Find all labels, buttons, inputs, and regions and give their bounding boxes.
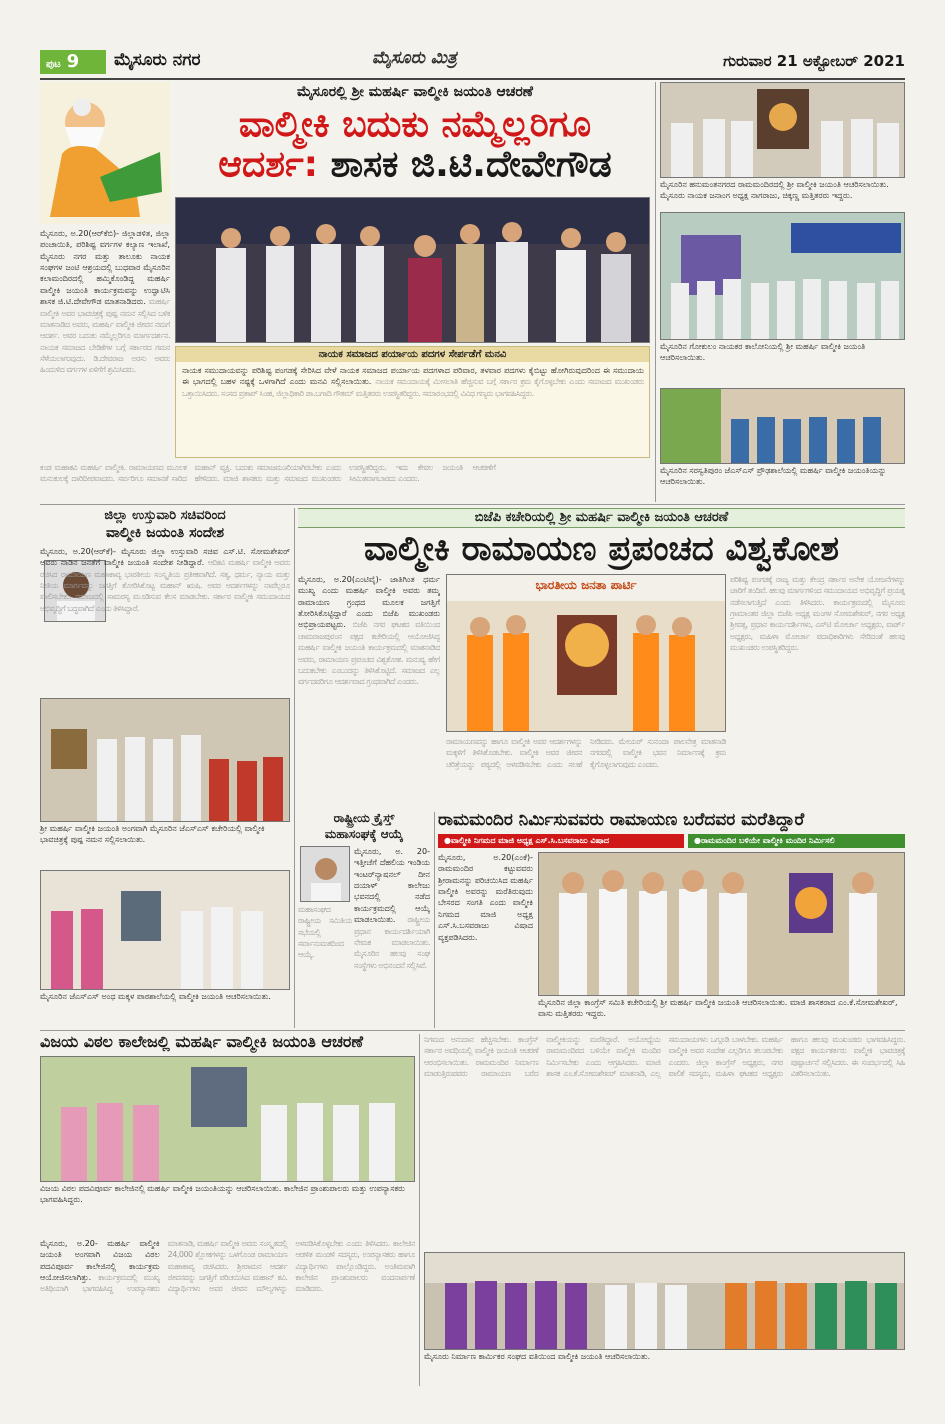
college-caption: ವಿಜಯ ವಿಠಲ ಪದವಿಪೂರ್ವ ಕಾಲೇಜಿನಲ್ಲಿ ಮಹರ್ಷಿ ವಾಲ್ಮೀಕಿ ಜಯಂತಿಯನ್ನು ಆಚರಿಸಲಾಯಿತು. ಕಾಲೇಜಿನ ಪ್ರಾಂಶುಪಾಲರು ಮತ್ತು ಉಪನ್ಯಾಸಕರು ಭಾಗವಹಿಸಿದ್ದರು. (40, 1184, 405, 1204)
national-body-text: ಮೈಸೂರು, ಅ. 20- ಇತ್ತೀಚೆಗೆ ದೆಹಲಿಯ ಇಂಡಿಯ ಇಂಟರ್‌ನ್ಯಾಷನಲ್ ದೀನ ದಯಾಳ್ ಕಾಲೇಜು ಭವನದಲ್ಲಿ ನಡೆದ ಕಾರ್ಯಕ್ರಮದಲ್ಲಿ ಆಯ್ಕೆ ಮಾಡಲಾಯಿತು. (354, 847, 430, 925)
national-divider (434, 812, 435, 1028)
ram-subhead-2: ●ರಾಮಮಂದಿರ ಬಳಿಯೇ ವಾಲ್ಮೀಕಿ ಮಂದಿರ ನಿರ್ಮಿಸಲಿ (688, 834, 905, 848)
lead-photo (175, 197, 650, 343)
lead-caption-filler: ನಾಯಕ ಸಮುದಾಯಕ್ಕೆ ಮೀಸಲಾತಿ ಹೆಚ್ಚಿಸುವ ಬಗ್ಗೆ ಸರ್ಕಾರ ಕ್ರಮ ಕೈಗೊಳ್ಳಬೇಕು ಎಂದು ಸಮಾಜದ ಮುಖಂಡರು ಒತ್ತಾಯಿಸಿದರು. ಸಂಸದ ಪ್ರತಾಪ್ ಸಿಂಹ, ಜಿಲ್ಲಾಧಿಕಾರಿ ಡಾ.ಬಗಾದಿ ಗೌತಮ್ ಮತ್ತಿತರರು ಉಪಸ್ಥಿತರಿದ್ದರು. ಸಮಾರಂಭದಲ್ಲಿ ವಿವಿಧ ಗಣ್ಯರು ಭಾಗವಹಿಸಿದ್ದರು. (182, 377, 644, 398)
district-title: ವಾಲ್ಮೀಕಿ ಜಯಂತಿ ಸಂದೇಶ (105, 525, 225, 541)
temple-caption: ಮೈಸೂರಿನ ಹನುಮಂತನಗರದ ರಾಮಮಂದಿರದಲ್ಲಿ ಶ್ರೀ ವಾಲ್ಮೀಕಿ ಜಯಂತಿ ಆಚರಿಸಲಾಯಿತು. ಮೈಸೂರು ನಾಯಕ ಜನಾಂಗ ಅಧ್ಯಕ್ಷ ನಾಗರಾಜು, ಚಿಕ್ಕಣ್ಣ ಮತ್ತಿತರರು ಇದ್ದರು. (660, 180, 889, 200)
district-body-text: ಮೈಸೂರು, ಅ.20(ಆರ್‌ಕೆ)- ಮೈಸೂರು ಜಿಲ್ಲಾ ಉಸ್ತುವಾರಿ ಸಚಿವ ಎಸ್.ಟಿ. ಸೋಮಶೇಖರ್ ಅವರು ನಾಡಿನ ಜನತೆಗೆ ವಾಲ್ಮೀಕಿ ಜಯಂತಿ ಸಂದೇಶ ನೀಡಿದ್ದಾರೆ. (40, 547, 290, 568)
blind-school-caption: ಮೈಸೂರಿನ ಜೆಎಸ್‌ಎಸ್ ಅಂಧ ಮಕ್ಕಳ ಪಾಠಶಾಲೆಯಲ್ಲಿ ವಾಲ್ಮೀಕಿ ಜಯಂತಿ ಆಚರಿಸಲಾಯಿತು. (40, 992, 271, 1001)
valmiki-illustration (40, 82, 170, 224)
bjp-title: ವಾಲ್ಮೀಕಿ ರಾಮಾಯಣ ಪ್ರಪಂಚದ ವಿಶ್ವಕೋಶ (364, 529, 839, 569)
national-body2 (298, 904, 352, 1024)
jss-office-caption: ಶ್ರೀ ಮಹರ್ಷಿ ವಾಲ್ಮೀಕಿ ಜಯಂತಿ ಅಂಗವಾಗಿ ಮೈಸೂರಿನ ಜೆಎಸ್‌ಎಸ್ ಕಚೇರಿಯಲ್ಲಿ ವಾಲ್ಮೀಕಿ ಭಾವಚಿತ್ರಕ್ಕೆ ಪುಷ್ಪ ನಮನ ಸಲ್ಲಿಸಲಾಯಿತು. (40, 824, 265, 844)
lead-caption-body-wrap (182, 365, 644, 455)
section-title: ಮೈಸೂರು ನಗರ (114, 50, 201, 70)
ram-continued (424, 1034, 905, 1248)
bjp-col3 (730, 574, 905, 808)
colony-photo (660, 212, 905, 340)
college-body (40, 1238, 415, 1384)
lead-headline-red: ಆದರ್ಶ: (218, 144, 319, 185)
college-body-text: ಮೈಸೂರು, ಅ.20- ಮಹರ್ಷಿ ವಾಲ್ಮೀಕಿ ಜಯಂತಿ ಅಂಗವಾಗಿ ವಿಜಯ ವಿಠಲ ಪದವಿಪೂರ್ವ ಕಾಲೇಜಿನಲ್ಲಿ ಕಾರ್ಯಕ್ರಮ ಆಯೋಜಿಸಲಾಗಿತ್ತು. (40, 1239, 160, 1283)
ram-continued-filler: ನಿಗಮದ ಅನುದಾನ ಹೆಚ್ಚಿಸಬೇಕು. ಕಾಂಗ್ರೆಸ್ ಸರ್ಕಾರ ಅವಧಿಯಲ್ಲಿ ವಾಲ್ಮೀಕಿ ಜಯಂತಿ ಆಚರಣೆ ಆರಂಭಿಸಲಾಯಿತು. ರಾಮಮಂದಿರ ನಿರ್ಮಾಣ ಮಾಡುತ್ತಿರುವವರು ರಾಮಾಯಣ ಬರೆದ ವಾಲ್ಮೀಕಿಯನ್ನು ಮರೆತಿದ್ದಾರೆ. ಅಯೋಧ್ಯೆಯ ರಾಮಮಂದಿರದ ಬಳಿಯೇ ವಾಲ್ಮೀಕಿ ಮಂದಿರ ನಿರ್ಮಿಸಬೇಕು ಎಂದು ಆಗ್ರಹಿಸಿದರು. ಮಾಜಿ ಶಾಸಕ ಎಂ.ಕೆ.ಸೋಮಶೇಖರ್ ಮಾತನಾಡಿ, ಎಲ್ಲ ಸಮುದಾಯಗಳು ಒಗ್ಗೂಡಿ ಬಾಳಬೇಕು. ಮಹರ್ಷಿ ವಾಲ್ಮೀಕಿ ಅವರ ಸಂದೇಶ ಎಲ್ಲರಿಗೂ ತಲುಪಬೇಕು ಎಂದರು. ಜಿಲ್ಲಾ ಕಾಂಗ್ರೆಸ್ ಅಧ್ಯಕ್ಷರು, ನಗರ ಪಾಲಿಕೆ ಸದಸ್ಯರು, ಮಹಿಳಾ ಘಟಕದ ಅಧ್ಯಕ್ಷರು ಹಾಗೂ ಹಲವು ಮುಖಂಡರು ಭಾಗವಹಿಸಿದ್ದರು. ಪಕ್ಷದ ಕಾರ್ಯಕರ್ತರು ವಾಲ್ಮೀಕಿ ಭಾವಚಿತ್ರಕ್ಕೆ ಪುಷ್ಪಾರ್ಚನೆ ಸಲ್ಲಿಸಿದರು. ಈ ಸಂದರ್ಭದಲ್ಲಿ ಸಿಹಿ ವಿತರಿಸಲಾಯಿತು. (424, 1035, 905, 1079)
college-filler: ಕಾರ್ಯಕ್ರಮದಲ್ಲಿ ಮುಖ್ಯ ಅತಿಥಿಯಾಗಿ ಭಾಗವಹಿಸಿದ್ದ ಉಪನ್ಯಾಸಕರು ಮಾತನಾಡಿ, ಮಹರ್ಷಿ ವಾಲ್ಮೀಕಿ ಅವರು ಸಂಸ್ಕೃತದಲ್ಲಿ 24,000 ಶ್ಲೋಕಗಳನ್ನು ಒಳಗೊಂಡ ರಾಮಾಯಣ ಮಹಾಕಾವ್ಯ ರಚಿಸಿದರು. ಶ್ರೀರಾಮನ ಆದರ್ಶ ಜೀವನವನ್ನು ಜಗತ್ತಿಗೆ ಪರಿಚಯಿಸಿದ ಮಹಾನ್ ಕವಿ. ವಿದ್ಯಾರ್ಥಿಗಳು ಅವರ ಜೀವನ ಮೌಲ್ಯಗಳನ್ನು ಅಳವಡಿಸಿಕೊಳ್ಳಬೇಕು ಎಂದು ತಿಳಿಸಿದರು. ಕಾಲೇಜಿನ ಆಡಳಿತ ಮಂಡಳಿ ಸದಸ್ಯರು, ಉಪನ್ಯಾಸಕರು ಹಾಗೂ ವಿದ್ಯಾರ್ಥಿಗಳು ಪಾಲ್ಗೊಂಡಿದ್ದರು. ಅಂತಿಮವಾಗಿ ಕಾಲೇಜಿನ ಪ್ರಾಂಶುಪಾಲರು ವಂದನಾರ್ಪಣೆ ಮಾಡಿದರು. (40, 1239, 415, 1294)
bjp-photo (446, 574, 726, 732)
workers-photo (424, 1252, 905, 1350)
college-photo (40, 1056, 415, 1182)
page-label: ಪುಟ (46, 59, 61, 70)
bjp-body-text: ಮೈಸೂರು, ಅ.20(ಎಂಟಿವೈ)- ಜಾತಿಗಿಂತ ಧರ್ಮ ಮುಖ್ಯ ಎಂದು ಮಹರ್ಷಿ ವಾಲ್ಮೀಕಿ ಅವರು ತಮ್ಮ ರಾಮಾಯಣ ಗ್ರಂಥದ ಮೂಲಕ ಜಗತ್ತಿಗೆ ತೋರಿಸಿಕೊಟ್ಟಿದ್ದಾರೆ ಎಂದು ಬಿಜೆಪಿ ಮುಖಂಡರು ಅಭಿಪ್ರಾಯಪಟ್ಟರು. (298, 575, 440, 630)
lead-filler-text: ಮಹರ್ಷಿ ವಾಲ್ಮೀಕಿ ಅವರ ಭಾವಚಿತ್ರಕ್ಕೆ ಪುಷ್ಪ ನಮನ ಸಲ್ಲಿಸಿದ ಬಳಿಕ ಮಾತನಾಡಿದ ಅವರು, ಮಹರ್ಷಿ ವಾಲ್ಮೀಕಿ ಜೀವನ ನಮಗೆ ಆದರ್ಶ. ಅವರ ಬದುಕು ನಮ್ಮೆಲ್ಲರಿಗೂ ಮಾರ್ಗದರ್ಶನ. ನಾಯಕ ಸಮಾಜದ ಬೇಡಿಕೆಗಳ ಬಗ್ಗೆ ಸರ್ಕಾರದ ಗಮನ ಸೆಳೆಯಲಾಗುವುದು. ಡಿ.ದೇವರಾಜ ಅರಸು ಅವರು ಹಿಂದುಳಿದ ವರ್ಗಗಳ ಏಳಿಗೆಗೆ ಶ್ರಮಿಸಿದರು. (40, 297, 170, 375)
lead-headline-line1: ವಾಲ್ಮೀಕಿ ಬದುಕು ನಮ್ಮೆಲ್ಲರಿಗೂ (238, 104, 592, 145)
ram-body-text: ಮೈಸೂರು, ಅ.20(ಎಂಕೆ)- ರಾಮಮಂದಿರ ಕಟ್ಟುವವರು ಶ್ರೀರಾಮನನ್ನು ಪರಿಚಯಿಸಿದ ಮಹರ್ಷಿ ವಾಲ್ಮೀಕಿ ಅವರನ್ನು ಮರೆತಿರುವುದು ಬೇಸರದ ಸಂಗತಿ ಎಂದು ವಾಲ್ಮೀಕಿ ನಿಗಮದ ಮಾಜಿ ಅಧ್ಯಕ್ಷ ಎಸ್.ಸಿ.ಬಸವರಾಜು ವಿಷಾದ ವ್ಯಕ್ತಪಡಿಸಿದರು. (438, 853, 533, 942)
national-head2: ಮಹಾಸಂಘಕ್ಕೆ ಆಯ್ಕೆ (324, 827, 404, 841)
mid-rule (40, 504, 905, 505)
district-filler: ಆದಿಕವಿ ಮಹರ್ಷಿ ವಾಲ್ಮೀಕಿ ಅವರು ರಚಿಸಿದ ರಾಮಾಯಣ ಮಹಾಕಾವ್ಯ ಭಾರತೀಯ ಸಂಸ್ಕೃತಿಯ ಪ್ರತೀಕವಾಗಿದೆ. ಸತ್ಯ, ಧರ್ಮ, ನ್ಯಾಯ ಮತ್ತು ನೀತಿಯ ಮಾರ್ಗವನ್ನು ಜಗತ್ತಿಗೆ ತೋರಿಸಿಕೊಟ್ಟ ಮಹಾನ್ ಋಷಿ. ಅವರ ಆದರ್ಶಗಳನ್ನು ನಾವೆಲ್ಲರೂ ಪಾಲಿಸಬೇಕು. ಸಮಾಜದಲ್ಲಿ ಸಾಮರಸ್ಯ ಮೂಡಿಸುವ ಕೆಲಸ ಮಾಡಬೇಕು. ಸರ್ಕಾರ ವಾಲ್ಮೀಕಿ ಸಮುದಾಯದ ಅಭಿವೃದ್ಧಿಗೆ ಬದ್ಧವಾಗಿದೆ ಎಂದು ತಿಳಿಸಿದ್ದಾರೆ. (40, 558, 290, 613)
colony-caption: ಮೈಸೂರಿನ ಗೋಕುಲಂ ನಾಯಕರ ಕಾಲೋನಿಯಲ್ಲಿ ಶ್ರೀ ಮಹರ್ಷಿ ವಾಲ್ಮೀಕಿ ಜಯಂತಿ ಆಚರಿಸಲಾಯಿತು. (660, 342, 866, 362)
bjp-filler3: ಪರಿಶಿಷ್ಟ ಪಂಗಡಕ್ಕೆ ರಾಜ್ಯ ಮತ್ತು ಕೇಂದ್ರ ಸರ್ಕಾರ ಅನೇಕ ಯೋಜನೆಗಳನ್ನು ಜಾರಿಗೆ ತಂದಿವೆ. ಹಲವು ಮಾರ್ಗಗಳಿಂದ ಸಮುದಾಯದ ಅಭಿವೃದ್ಧಿಗೆ ಪ್ರಯತ್ನ ನಡೆಸಲಾಗುತ್ತಿದೆ ಎಂದು ತಿಳಿಸಿದರು. ಕಾರ್ಯಕ್ರಮದಲ್ಲಿ ಮೈಸೂರು ಗ್ರಾಮಾಂತರ ಜಿಲ್ಲಾ ಬಿಜೆಪಿ ಅಧ್ಯಕ್ಷ ಮಂಗಳ ಸೋಮಶೇಖರ್, ನಗರ ಅಧ್ಯಕ್ಷ ಶ್ರೀವತ್ಸ, ಪ್ರಧಾನ ಕಾರ್ಯದರ್ಶಿಗಳು, ಎಸ್‌ಟಿ ಮೋರ್ಚಾ ಅಧ್ಯಕ್ಷರು, ವಾರ್ಡ್ ಅಧ್ಯಕ್ಷರು, ಮಹಿಳಾ ಮೋರ್ಚಾ ಪದಾಧಿಕಾರಿಗಳು ಸೇರಿದಂತೆ ಹಲವು ಮುಖಂಡರು ಉಪಸ್ಥಿತರಿದ್ದರು. (730, 575, 905, 653)
bjp-filler2: ರಾಮಾಯಣವನ್ನು ಹಾಗೂ ವಾಲ್ಮೀಕಿ ಅವರ ಆದರ್ಶಗಳನ್ನು ಮಕ್ಕಳಿಗೆ ತಿಳಿಸಿಕೊಡಬೇಕು. ವಾಲ್ಮೀಕಿ ಅವರ ಜೀವನ ಚರಿತ್ರೆಯನ್ನು ಪಠ್ಯದಲ್ಲಿ ಅಳವಡಿಸಬೇಕು ಎಂದು ಸಲಹೆ ನೀಡಿದರು. ಮೇಯರ್ ಸುನಂದಾ ಪಾಲನೇತ್ರ ಮಾತನಾಡಿ ನಗರದಲ್ಲಿ ವಾಲ್ಮೀಕಿ ಭವನ ನಿರ್ಮಾಣಕ್ಕೆ ಕ್ರಮ ಕೈಗೊಳ್ಳಲಾಗುವುದು ಎಂದರು. (446, 737, 726, 769)
school-caption: ಮೈಸೂರಿನ ಸರಸ್ವತಿಪುರಂ ಜೆಎಸ್‌ಎಸ್ ಪ್ರೌಢಶಾಲೆಯಲ್ಲಿ ಮಹರ್ಷಿ ವಾಲ್ಮೀಕಿ ಜಯಂತಿಯನ್ನು ಆಚರಿಸಲಾಯಿತು. (660, 466, 887, 486)
lead-right-divider (655, 82, 656, 502)
lead-kicker: ಮೈಸೂರಲ್ಲಿ ಶ್ರೀ ಮಹರ್ಷಿ ವಾಲ್ಮೀಕಿ ಜಯಂತಿ ಆಚರಣೆ (297, 84, 533, 100)
national-head1: ರಾಷ್ಟ್ರೀಯ ಕ್ರೈಸ್ತ್ (333, 811, 395, 825)
bjp-kicker: ಬಿಜೆಪಿ ಕಚೇರಿಯಲ್ಲಿ ಶ್ರೀ ಮಹರ್ಷಿ ವಾಲ್ಮೀಕಿ ಜಯಂತಿ ಆಚರಣೆ (474, 510, 729, 525)
lead-col2 (40, 462, 650, 502)
jss-office-photo (40, 698, 290, 822)
lead-caption-body: ನಾಯಕ ಸಮುದಾಯವನ್ನು ಪರಿಶಿಷ್ಟ ಪಂಗಡಕ್ಕೆ ಸೇರಿಸಿದ ವೇಳೆ ನಾಯಕ ಸಮಾಜದ ಪರ್ಯಾಯ ಪದಗಳಾದ ಪರಿವಾರ, ತಳವಾರ ಪದಗಳು ಕೈಬಿಟ್ಟು ಹೋಗಿರುವುದರಿಂದ ಈ ಸಮುದಾಯ ಈ ಭಾಗದಲ್ಲಿ ಬಹಳ ನಷ್ಟಕ್ಕೆ ಒಳಗಾಗಿದೆ ಎಂದು ಮನವಿ ಸಲ್ಲಿಸಲಾಯಿತು. (182, 366, 644, 387)
district-kicker: ಜಿಲ್ಲಾ ಉಸ್ತುವಾರಿ ಸಚಿವರಿಂದ (104, 508, 226, 523)
national-filler2: ಮಹಾಸಂಘದ ರಾಷ್ಟ್ರೀಯ ಸಮಿತಿಯ ಸಭೆಯಲ್ಲಿ ಸರ್ವಾನುಮತದಿಂದ ಆಯ್ಕೆ. (298, 905, 352, 960)
page-header (40, 48, 905, 76)
bjp-col2 (446, 736, 726, 808)
college-divider (419, 1034, 420, 1386)
page-number: 9 (66, 51, 80, 72)
district-divider (294, 508, 295, 1028)
district-body (40, 546, 290, 696)
temple-photo (660, 82, 905, 178)
bjp-filler1: ಬಿಜೆಪಿ ನಗರ ಘಟಕದ ವತಿಯಿಂದ ಚಾಮರಾಜಪುರಂನ ಪಕ್ಷದ ಕಚೇರಿಯಲ್ಲಿ ಆಯೋಜಿಸಿದ್ದ ಮಹರ್ಷಿ ವಾಲ್ಮೀಕಿ ಜಯಂತಿ ಕಾರ್ಯಕ್ರಮದಲ್ಲಿ ಮಾತನಾಡಿದ ಅವರು, ರಾಮಾಯಣ ಪ್ರಪಂಚದ ವಿಶ್ವಕೋಶ. ಮನುಷ್ಯ ಹೇಗೆ ಬದುಕಬೇಕು ಎಂಬುದನ್ನು ತಿಳಿಸಿಕೊಟ್ಟಿದೆ. ಸಮಾಜದ ಎಲ್ಲ ವರ್ಗದವರಿಗೂ ಆದರ್ಶವಾದ ಗ್ರಂಥವಾಗಿದೆ ಎಂದರು. (298, 620, 440, 687)
school-photo (660, 388, 905, 464)
college-title: ವಿಜಯ ವಿಠಲ ಕಾಲೇಜಲ್ಲಿ ಮಹರ್ಷಿ ವಾಲ್ಮೀಕಿ ಜಯಂತಿ ಆಚರಣೆ (40, 1032, 364, 1051)
national-filler: ರಾಷ್ಟ್ರೀಯ ಪ್ರಧಾನ ಕಾರ್ಯದರ್ಶಿಯಾಗಿ ನೇಮಕ ಮಾಡಲಾಯಿತು. ಮೈಸೂರಿನ ಹಲವು ಸಂಘ ಸಂಸ್ಥೆಗಳು ಅಭಿನಂದನೆ ಸಲ್ಲಿಸಿವೆ. (354, 915, 430, 970)
lead-headline-line2 (175, 146, 655, 184)
ram-title: ರಾಮಮಂದಿರ ನಿರ್ಮಿಸುವವರು ರಾಮಾಯಣ ಬರೆದವರ ಮರೆತಿದ್ದಾರೆ (438, 810, 805, 830)
ram-subhead-1: ●ವಾಲ್ಮೀಕಿ ನಿಗಮದ ಮಾಜಿ ಅಧ್ಯಕ್ಷ ಎಸ್.ಸಿ.ಬಸವರಾಜು ವಿಷಾದ (438, 834, 684, 848)
congress-caption: ಮೈಸೂರಿನ ಜಿಲ್ಲಾ ಕಾಂಗ್ರೆಸ್ ಸಮಿತಿ ಕಚೇರಿಯಲ್ಲಿ ಶ್ರೀ ಮಹರ್ಷಿ ವಾಲ್ಮೀಕಿ ಜಯಂತಿ ಆಚರಿಸಲಾಯಿತು. ಮಾಜಿ ಶಾಸಕರಾದ ಎಂ.ಕೆ.ಸೋಮಶೇಖರ್, ವಾಸು ಮತ್ತಿತರರು ಇದ್ದರು. (538, 998, 898, 1018)
bjp-col1 (298, 574, 440, 808)
national-body (354, 846, 430, 1026)
blind-school-photo (40, 870, 290, 990)
lead-photo-caption-box (175, 346, 650, 458)
workers-caption: ಮೈಸೂರು ನಿರ್ಮಾಣ ಕಾರ್ಮಿಕರ ಸಂಘದ ವತಿಯಿಂದ ವಾಲ್ಮೀಕಿ ಜಯಂತಿ ಆಚರಿಸಲಾಯಿತು. (424, 1352, 651, 1361)
bjp-photo-banner: ಭಾರತೀಯ ಜನತಾ ಪಾರ್ಟಿ (535, 578, 637, 592)
lower-rule (40, 1030, 905, 1031)
lead-col1 (40, 228, 170, 460)
page-number-badge (40, 50, 106, 74)
congress-photo (538, 852, 905, 996)
lead-bottom-filler: ಕಂಡ ಮಹಾಕವಿ ಮಹರ್ಷಿ ವಾಲ್ಮೀಕಿ. ರಾಮಾಯಣದ ಮೂಲಕ ಮನುಕುಲಕ್ಕೆ ದಾರಿದೀಪವಾದರು. ಸರ್ವರಿಗೂ ಸಮಾನತೆ ಸಾರಿದ ಮಹಾನ್ ವ್ಯಕ್ತಿ. ಬದುಕು ಸಮಾಜಮುಖಿಯಾಗಿರಬೇಕು ಎಂದು ಹೇಳಿದರು. ಮಾಜಿ ಶಾಸಕರು ಮತ್ತು ಸಮಾಜದ ಮುಖಂಡರು ಉಪಸ್ಥಿತರಿದ್ದರು. ಇದು ಕೇವಲ ಜಯಂತಿ ಆಚರಣೆಗೆ ಸೀಮಿತವಾಗಬಾರದು ಎಂದರು. (40, 463, 496, 484)
national-portrait (300, 846, 350, 902)
lead-caption-heading: ನಾಯಕ ಸಮಾಜದ ಪರ್ಯಾಯ ಪದಗಳ ಸೇರ್ಪಡೆಗೆ ಮನವಿ (176, 347, 649, 362)
header-rule (40, 78, 905, 80)
lead-headline-black: ಶಾಸಕ ಜಿ.ಟಿ.ದೇವೇಗೌಡ (330, 144, 612, 185)
issue-date: ಗುರುವಾರ 21 ಅಕ್ಟೋಬರ್ 2021 (723, 52, 905, 70)
lead-body-start: ಮೈಸೂರು, ಅ.20(ಆರ್‌ಕೆಬಿ)- ಜಿಲ್ಲಾಡಳಿತ, ಜಿಲ್ಲಾ ಪಂಚಾಯಿತಿ, ಪರಿಶಿಷ್ಟ ವರ್ಗಗಳ ಕಲ್ಯಾಣ ಇಲಾಖೆ, ಮೈಸೂರು ನಗರ ಮತ್ತು ತಾಲೂಕು ನಾಯಕ ಸಂಘಗಳ ಜಂಟಿ ಆಶ್ರಯದಲ್ಲಿ ಬುಧವಾರ ಮೈಸೂರಿನ ಕಲಾಮಂದಿರದಲ್ಲಿ ಹಮ್ಮಿಕೊಂಡಿದ್ದ ಮಹರ್ಷಿ ವಾಲ್ಮೀಕಿ ಜಯಂತಿ ಕಾರ್ಯಕ್ರಮವನ್ನು ಉದ್ಘಾಟಿಸಿ ಶಾಸಕ ಜಿ.ಟಿ.ದೇವೇಗೌಡ ಮಾತನಾಡಿದರು. (40, 229, 170, 307)
ram-col1 (438, 852, 533, 1028)
masthead: ಮೈಸೂರು ಮಿತ್ರ (372, 48, 457, 68)
